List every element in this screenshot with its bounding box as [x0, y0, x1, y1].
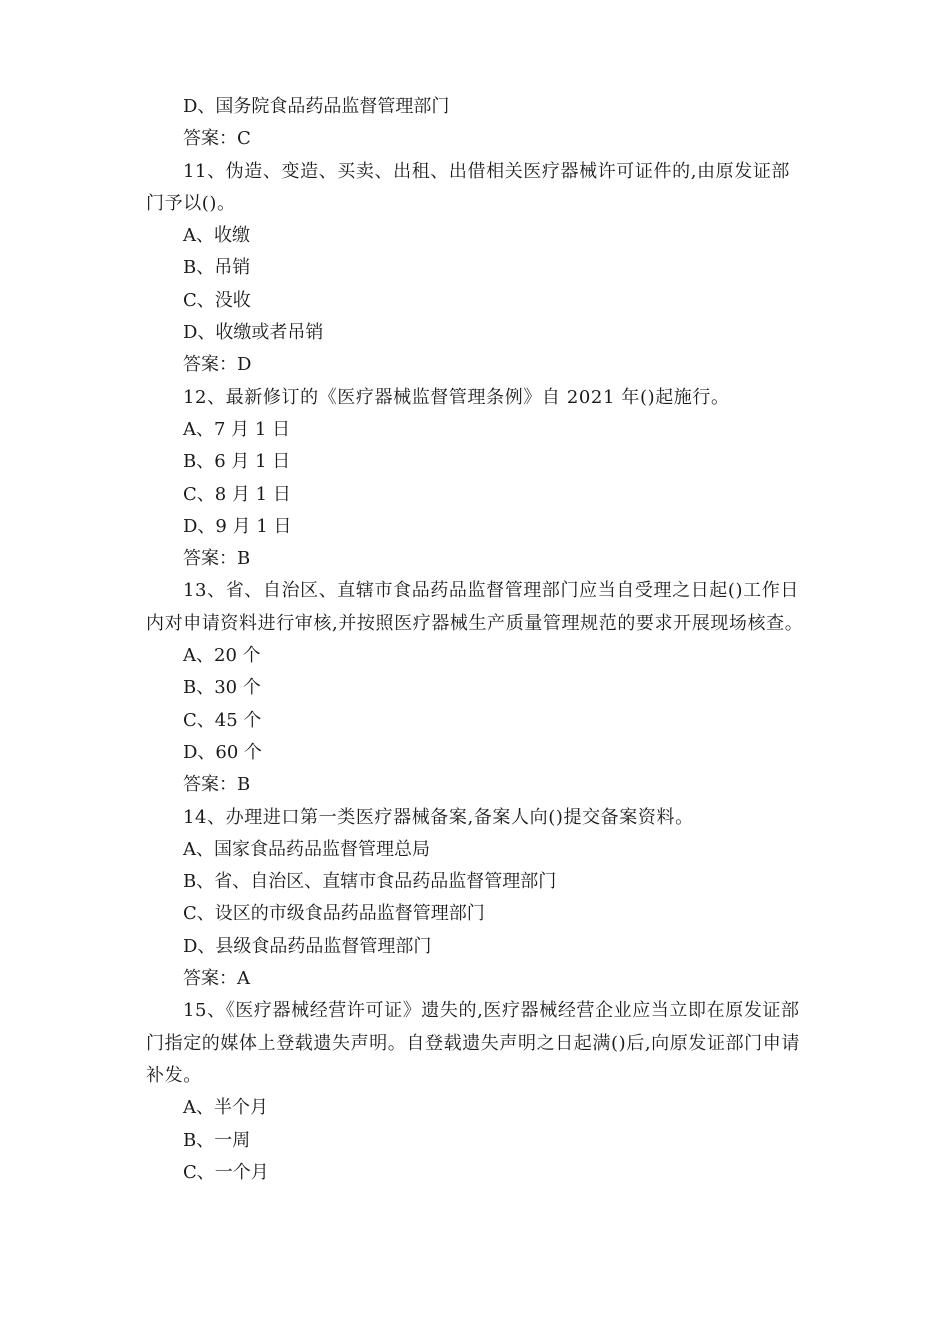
option-line: B、一周 — [183, 1129, 251, 1151]
question-15: 15、《医疗器械经营许可证》遗失的,医疗器械经营企业应当立即在原发证部门指定的媒体上登载遗失声明。自登载遗失声明之日起满()后,向原发证部门申请补发。 — [146, 1000, 800, 1086]
question-14: 14、办理进口第一类医疗器械备案,备案人向()提交备案资料。 — [183, 806, 694, 828]
option-line: A、7 月 1 日 — [183, 418, 291, 440]
option-line: B、省、自治区、直辖市食品药品监督管理部门 — [183, 871, 557, 893]
answer-line: 答案：A — [183, 968, 250, 990]
option-line: B、6 月 1 日 — [183, 451, 291, 473]
option-line: D、60 个 — [183, 741, 263, 763]
answer-line: 答案：B — [183, 774, 251, 796]
option-line: B、吊销 — [183, 257, 251, 279]
question-11: 11、伪造、变造、买卖、出租、出借相关医疗器械许可证件的,由原发证部门予以()。 — [146, 160, 791, 214]
option-line: C、一个月 — [183, 1161, 269, 1183]
question-13: 13、省、自治区、直辖市食品药品监督管理部门应当自受理之日起()工作日内对申请资料进行审核,并按照医疗器械生产质量管理规范的要求开展现场核查。 — [146, 580, 804, 634]
option-line: C、设区的市级食品药品监督管理部门 — [183, 903, 485, 925]
option-line: A、国家食品药品监督管理总局 — [183, 838, 430, 860]
option-line: D、收缴或者吊销 — [183, 322, 324, 344]
answer-line: 答案：D — [183, 354, 252, 376]
option-line: A、收缴 — [183, 225, 250, 247]
option-line: A、半个月 — [183, 1097, 268, 1119]
option-line: D、国务院食品药品监督管理部门 — [183, 96, 450, 117]
answer-line: 答案：C — [183, 128, 251, 150]
option-line: A、20 个 — [183, 645, 261, 667]
option-line: D、县级食品药品监督管理部门 — [183, 935, 432, 957]
option-line: B、30 个 — [183, 677, 261, 699]
option-line: C、8 月 1 日 — [183, 483, 291, 505]
option-line: C、没收 — [183, 289, 251, 311]
answer-line: 答案：B — [183, 548, 251, 570]
option-line: C、45 个 — [183, 709, 262, 731]
question-12: 12、最新修订的《医疗器械监督管理条例》自 2021 年()起施行。 — [183, 386, 730, 408]
page-content — [146, 91, 808, 1189]
option-line: D、9 月 1 日 — [183, 515, 292, 537]
